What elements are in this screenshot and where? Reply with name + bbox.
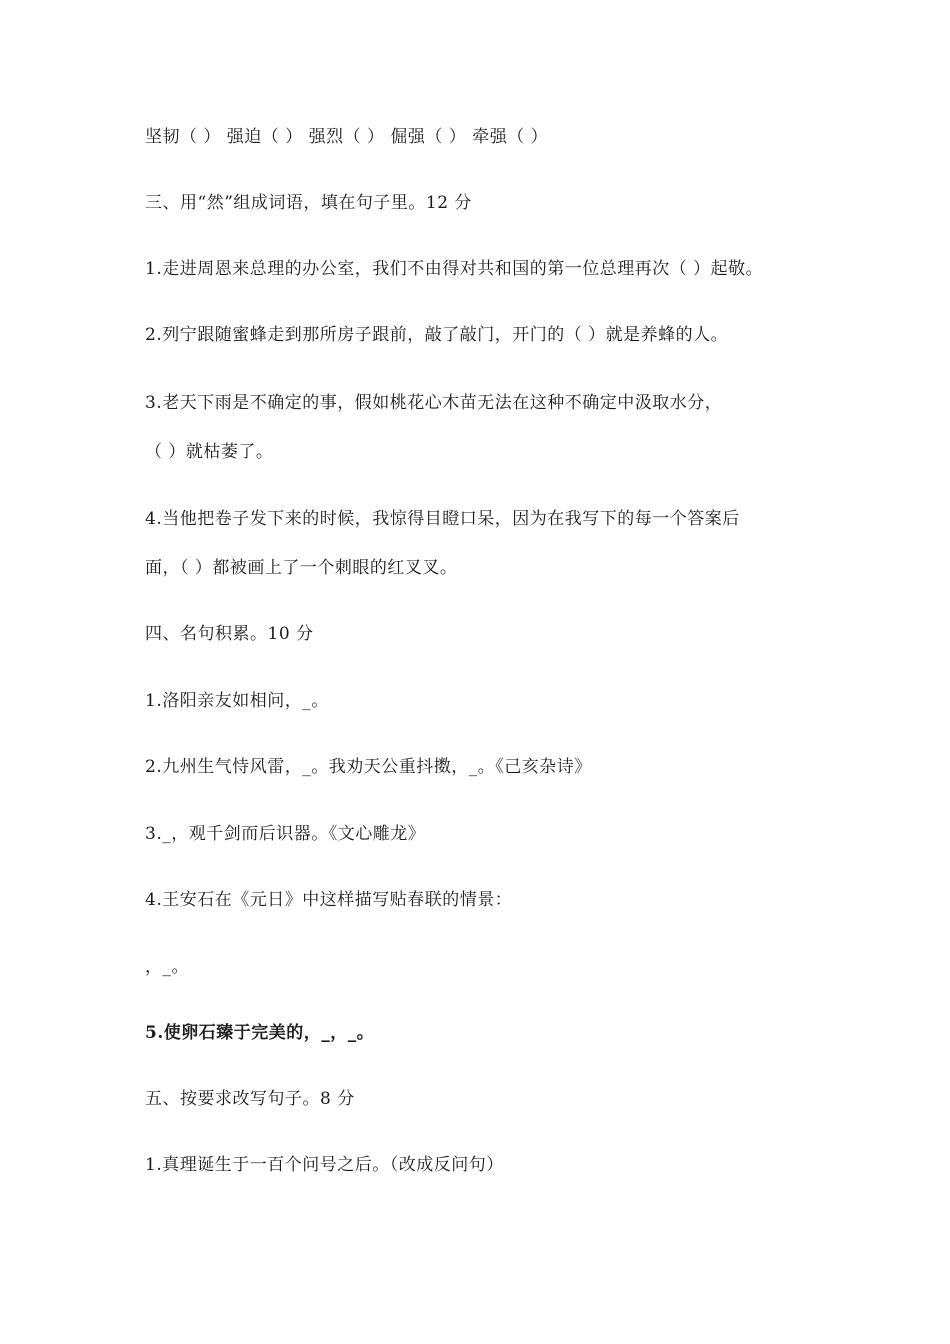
question-4-4-line1: 4.王安石在《元日》中这样描写贴春联的情景：	[145, 890, 513, 910]
question-5-1: 1.真理诞生于一百个问号之后。（改成反问句）	[145, 1155, 504, 1175]
question-4-5: 5.使卵石臻于完美的，_，_。	[145, 1023, 375, 1043]
question-4-3: 3._，观千剑而后识器。《文心雕龙》	[145, 824, 426, 844]
section-five-heading: 五、按要求改写句子。8 分	[145, 1089, 355, 1109]
question-4-2: 2.九州生气恃风雷，_。我劝天公重抖擞，_。《己亥杂诗》	[145, 757, 592, 777]
question-4-1: 1.洛阳亲友如相问，_。	[145, 691, 329, 711]
question-4-4-line2: ，_。	[145, 957, 189, 977]
word-list-line: 坚韧（ ） 强迫（ ） 强烈（ ） 倔强（ ） 牵强（ ）	[145, 127, 549, 147]
question-3-2: 2.列宁跟随蜜蜂走到那所房子跟前，敲了敲门，开门的（ ）就是养蜂的人。	[145, 325, 729, 345]
question-3-4-line1: 4.当他把卷子发下来的时候，我惊得目瞪口呆，因为在我写下的每一个答案后	[145, 509, 740, 529]
section-three-heading: 三、用“然”组成词语，填在句子里。12 分	[145, 193, 472, 213]
question-3-1: 1.走进周恩来总理的办公室，我们不由得对共和国的第一位总理再次（ ）起敬。	[145, 259, 764, 279]
section-four-heading: 四、名句积累。10 分	[145, 624, 314, 644]
question-3-4-line2: 面，（ ）都被画上了一个刺眼的红叉叉。	[145, 558, 458, 578]
question-3-3-line2: （ ）就枯萎了。	[145, 442, 274, 462]
question-3-3-line1: 3.老天下雨是不确定的事，假如桃花心木苗无法在这种不确定中汲取水分，	[145, 393, 723, 413]
